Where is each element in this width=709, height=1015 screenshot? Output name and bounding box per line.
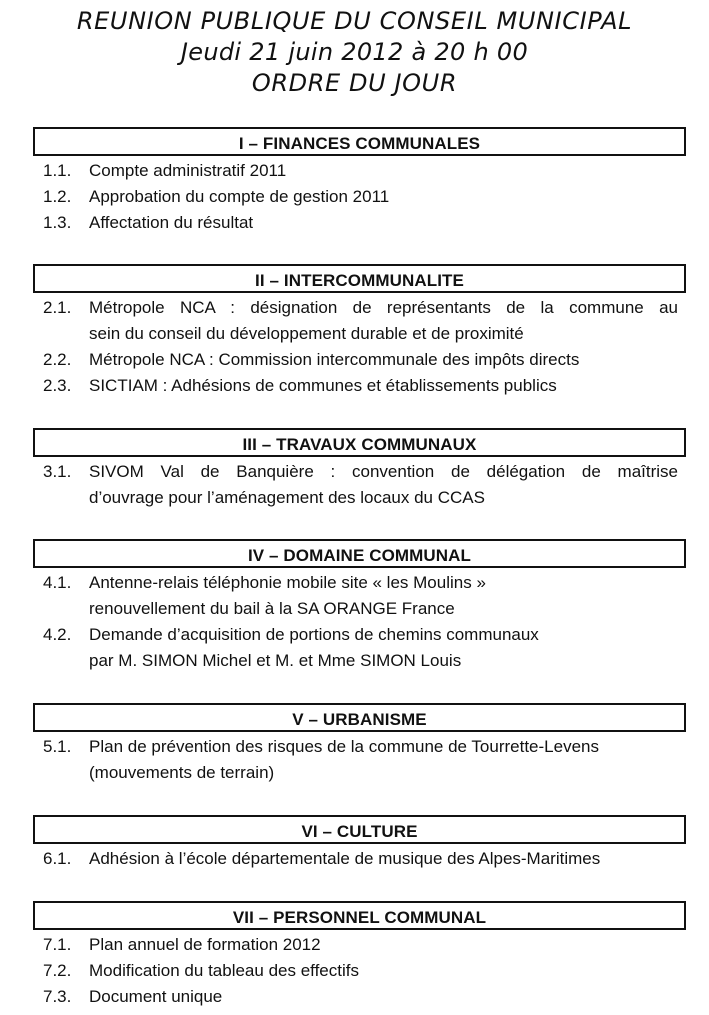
item-text-line: SIVOM Val de Banquière : convention de délégation de maîtrise <box>89 462 678 481</box>
item-number: 2.2. <box>43 350 72 369</box>
item-text-line: Métropole NCA : désignation de représentants de la commune au <box>89 298 678 317</box>
agenda-item <box>33 734 686 786</box>
item-text-line: Plan de prévention des risques de la commune de Tourrette-Levens <box>89 737 599 756</box>
item-text <box>89 210 686 236</box>
item-text-line: par M. SIMON Michel et M. et Mme SIMON Louis <box>89 651 462 670</box>
agenda-item <box>33 622 686 674</box>
item-number: 7.2. <box>43 961 72 980</box>
item-number: 2.1. <box>43 298 72 317</box>
item-text <box>89 184 686 210</box>
item-text-line: Affectation du résultat <box>89 213 254 232</box>
agenda-item <box>33 184 686 210</box>
agenda-item <box>33 210 686 236</box>
item-text-line: Métropole NCA : Commission intercommunale des impôts directs <box>89 350 580 369</box>
agenda-items <box>33 158 686 236</box>
meeting-title: REUNION PUBLIQUE DU CONSEIL MUNICIPAL <box>76 7 633 35</box>
item-text-line: Adhésion à l’école départementale de musique des Alpes-Maritimes <box>89 849 601 868</box>
item-number: 3.1. <box>43 462 72 481</box>
agenda-items <box>33 734 686 786</box>
item-text <box>89 459 686 511</box>
item-text <box>89 622 686 674</box>
item-text <box>89 570 686 622</box>
item-number: 4.1. <box>43 573 72 592</box>
item-text-line: Compte administratif 2011 <box>89 161 287 180</box>
item-text-line: Approbation du compte de gestion 2011 <box>89 187 390 206</box>
section-title: VII – PERSONNEL COMMUNAL <box>33 901 686 930</box>
item-text-line: Plan annuel de formation 2012 <box>89 935 321 954</box>
item-number: 7.1. <box>43 935 72 954</box>
item-text-line: Modification du tableau des effectifs <box>89 961 359 980</box>
section-title: III – TRAVAUX COMMUNAUX <box>33 428 686 457</box>
agenda-items <box>33 846 686 872</box>
item-text-line: sein du conseil du développement durable et de proximité <box>89 324 524 343</box>
agenda-item <box>33 295 686 347</box>
agenda-item <box>33 459 686 511</box>
item-number: 7.3. <box>43 987 72 1006</box>
section-domaine <box>33 539 686 674</box>
section-finances <box>33 127 686 236</box>
item-number: 5.1. <box>43 737 72 756</box>
item-text <box>89 295 686 347</box>
section-culture <box>33 815 686 872</box>
section-travaux <box>33 428 686 511</box>
item-text-line: Antenne-relais téléphonie mobile site « les Moulins » <box>89 573 486 592</box>
agenda-item <box>33 158 686 184</box>
agenda-item <box>33 373 686 399</box>
item-text <box>89 932 686 958</box>
section-intercommunalite <box>33 264 686 399</box>
item-text-line: d’ouvrage pour l’aménagement des locaux du CCAS <box>89 488 485 507</box>
agenda-items <box>33 932 686 1010</box>
agenda-item <box>33 932 686 958</box>
item-text-line: renouvellement du bail à la SA ORANGE France <box>89 599 455 618</box>
item-number: 1.2. <box>43 187 72 206</box>
item-text <box>89 347 686 373</box>
item-text <box>89 734 686 786</box>
item-text <box>89 158 686 184</box>
section-title: VI – CULTURE <box>33 815 686 844</box>
agenda-item <box>33 846 686 872</box>
item-text-line: SICTIAM : Adhésions de communes et établissements publics <box>89 376 557 395</box>
section-title: II – INTERCOMMUNALITE <box>33 264 686 293</box>
section-title: I – FINANCES COMMUNALES <box>33 127 686 156</box>
item-text-line: Demande d’acquisition de portions de chemins communaux <box>89 625 539 644</box>
agenda-item <box>33 984 686 1010</box>
item-number: 1.3. <box>43 213 72 232</box>
section-personnel <box>33 901 686 1010</box>
agenda-items <box>33 459 686 511</box>
agenda-item <box>33 570 686 622</box>
item-number: 4.2. <box>43 625 72 644</box>
agenda-item <box>33 958 686 984</box>
agenda-items <box>33 570 686 674</box>
item-number: 1.1. <box>43 161 72 180</box>
agenda-subtitle: ORDRE DU JOUR <box>251 69 458 97</box>
item-text <box>89 984 686 1010</box>
item-number: 2.3. <box>43 376 72 395</box>
meeting-date: Jeudi 21 juin 2012 à 20 h 00 <box>180 38 529 66</box>
agenda-header <box>0 0 709 99</box>
section-title: V – URBANISME <box>33 703 686 732</box>
agenda-item <box>33 347 686 373</box>
item-text <box>89 846 686 872</box>
item-number: 6.1. <box>43 849 72 868</box>
item-text-line: Document unique <box>89 987 223 1006</box>
item-text-line: (mouvements de terrain) <box>89 763 275 782</box>
section-urbanisme <box>33 703 686 786</box>
item-text <box>89 958 686 984</box>
agenda-items <box>33 295 686 399</box>
section-title: IV – DOMAINE COMMUNAL <box>33 539 686 568</box>
item-text <box>89 373 686 399</box>
